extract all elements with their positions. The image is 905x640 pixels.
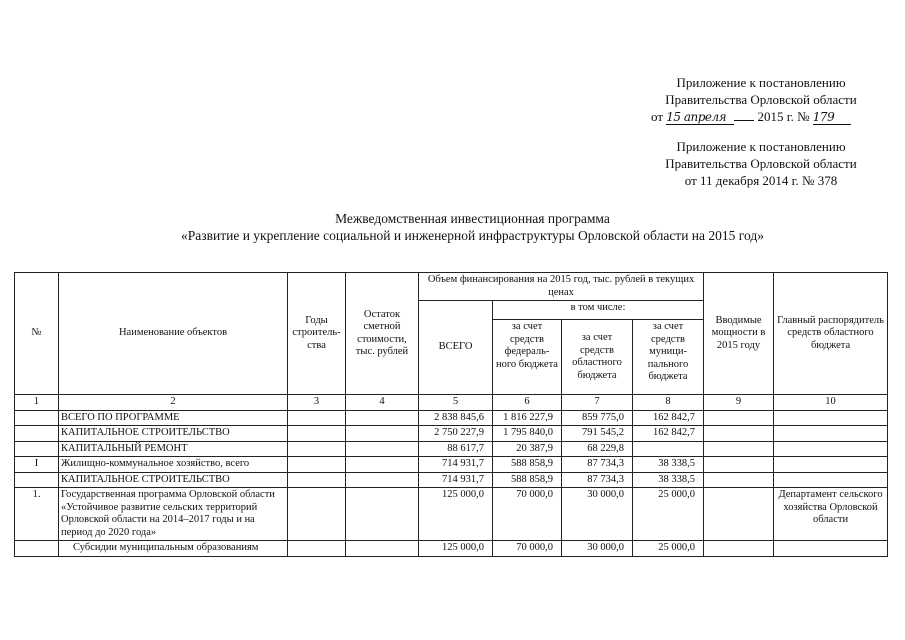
row-years [288,426,346,442]
header-years: Годы строитель-ства [288,273,346,395]
row-years [288,472,346,488]
row-municipal: 25 000,0 [633,541,704,557]
row-federal: 70 000,0 [493,488,562,541]
header-capacity: Вводимые мощности в 2015 году [704,273,774,395]
row-regional: 87 734,3 [562,457,633,473]
row-federal: 70 000,0 [493,541,562,557]
row-regional: 87 734,3 [562,472,633,488]
row-total: 2 750 227,9 [419,426,493,442]
row-remainder [346,410,419,426]
row-regional: 791 545,2 [562,426,633,442]
row-name: КАПИТАЛЬНЫЙ РЕМОНТ [59,441,288,457]
row-total: 88 617,7 [419,441,493,457]
row-name: КАПИТАЛЬНОЕ СТРОИТЕЛЬСТВО [59,472,288,488]
row-no [15,472,59,488]
header-regional: за счет средств областного бюджета [562,320,633,395]
row-manager [774,472,888,488]
row-regional: 30 000,0 [562,488,633,541]
table-row [15,541,888,557]
title-line2: «Развитие и укрепление социальной и инженерной инфраструктуры Орловской области на 2015 год» [181,228,764,243]
row-federal: 1 816 227,9 [493,410,562,426]
appendix-current-year: 2015 г. № [757,109,810,124]
header-manager: Главный распорядитель средств областного бюджета [774,273,888,395]
title-line1: Межведомственная инвестиционная программа [335,211,610,226]
row-no [15,441,59,457]
row-remainder [346,472,419,488]
header-name: Наименование объектов [59,273,288,395]
row-regional: 68 229,8 [562,441,633,457]
header-federal: за счет средств федераль-ного бюджета [493,320,562,395]
table-row [15,426,888,442]
row-municipal: 25 000,0 [633,488,704,541]
row-capacity [704,541,774,557]
row-municipal: 162 842,7 [633,426,704,442]
col-number: 8 [633,395,704,411]
row-capacity [704,410,774,426]
table-row [15,488,888,541]
appendix-previous-line2: Правительства Орловской области [665,156,857,171]
row-manager [774,410,888,426]
appendix-current [651,74,871,125]
row-total: 714 931,7 [419,457,493,473]
col-number: 3 [288,395,346,411]
column-number-row [15,395,888,411]
row-years [288,541,346,557]
row-total: 2 838 845,6 [419,410,493,426]
appendix-previous-line1: Приложение к постановлению [676,139,846,154]
row-remainder [346,488,419,541]
row-name: ВСЕГО ПО ПРОГРАММЕ [59,410,288,426]
header-remainder: Остаток сметной стоимости, тыс. рублей [346,273,419,395]
table-row [15,472,888,488]
appendix-current-line2: Правительства Орловской области [665,92,857,107]
header-no: № [15,273,59,395]
row-total: 714 931,7 [419,472,493,488]
row-manager [774,426,888,442]
row-capacity [704,441,774,457]
row-remainder [346,441,419,457]
program-table [14,272,888,557]
row-capacity [704,426,774,442]
document-title [130,210,815,244]
col-number: 9 [704,395,774,411]
row-federal: 588 858,9 [493,472,562,488]
row-manager [774,441,888,457]
row-capacity [704,457,774,473]
col-number: 7 [562,395,633,411]
row-municipal [633,441,704,457]
row-remainder [346,541,419,557]
row-federal: 1 795 840,0 [493,426,562,442]
appendix-current-prefix: от [651,109,664,124]
row-regional: 30 000,0 [562,541,633,557]
row-remainder [346,426,419,442]
row-no: 1. [15,488,59,541]
row-years [288,410,346,426]
row-municipal: 162 842,7 [633,410,704,426]
col-number: 5 [419,395,493,411]
table-row [15,441,888,457]
row-municipal: 38 338,5 [633,472,704,488]
header-municipal: за счет средств муници-пального бюджета [633,320,704,395]
row-name: Государственная программа Орловской области «Устойчивое развитие сельских территорий Орловской области на 2014–2017 годы и на период до 2020 года» [59,488,288,541]
appendix-previous-line3: от 11 декабря 2014 г. № 378 [684,173,838,188]
row-manager: Департамент сельского хозяйства Орловской области [774,488,888,541]
row-no [15,410,59,426]
appendix-previous [651,138,871,189]
row-federal: 20 387,9 [493,441,562,457]
handwritten-date: 15 апреля [666,111,734,125]
col-number: 1 [15,395,59,411]
header-incl: в том числе: [493,301,704,320]
row-name: КАПИТАЛЬНОЕ СТРОИТЕЛЬСТВО [59,426,288,442]
date-underline [734,120,754,121]
row-name: Жилищно-коммунальное хозяйство, всего [59,457,288,473]
row-name: Субсидии муниципальным образованиям [59,541,288,557]
col-number: 10 [774,395,888,411]
row-regional: 859 775,0 [562,410,633,426]
row-no: I [15,457,59,473]
table-row [15,457,888,473]
row-federal: 588 858,9 [493,457,562,473]
col-number: 6 [493,395,562,411]
row-years [288,441,346,457]
row-manager [774,457,888,473]
row-total: 125 000,0 [419,541,493,557]
appendix-current-line1: Приложение к постановлению [676,75,846,90]
row-municipal: 38 338,5 [633,457,704,473]
handwritten-number: 179 [813,111,851,125]
row-remainder [346,457,419,473]
row-no [15,426,59,442]
row-no [15,541,59,557]
row-total: 125 000,0 [419,488,493,541]
row-capacity [704,488,774,541]
header-financing: Объем финансирования на 2015 год, тыс. рублей в текущих ценах [419,273,704,301]
row-capacity [704,472,774,488]
row-manager [774,541,888,557]
col-number: 4 [346,395,419,411]
row-years [288,457,346,473]
appendix-current-date-line [651,108,871,125]
col-number: 2 [59,395,288,411]
header-total: ВСЕГО [419,301,493,395]
table-row [15,410,888,426]
row-years [288,488,346,541]
